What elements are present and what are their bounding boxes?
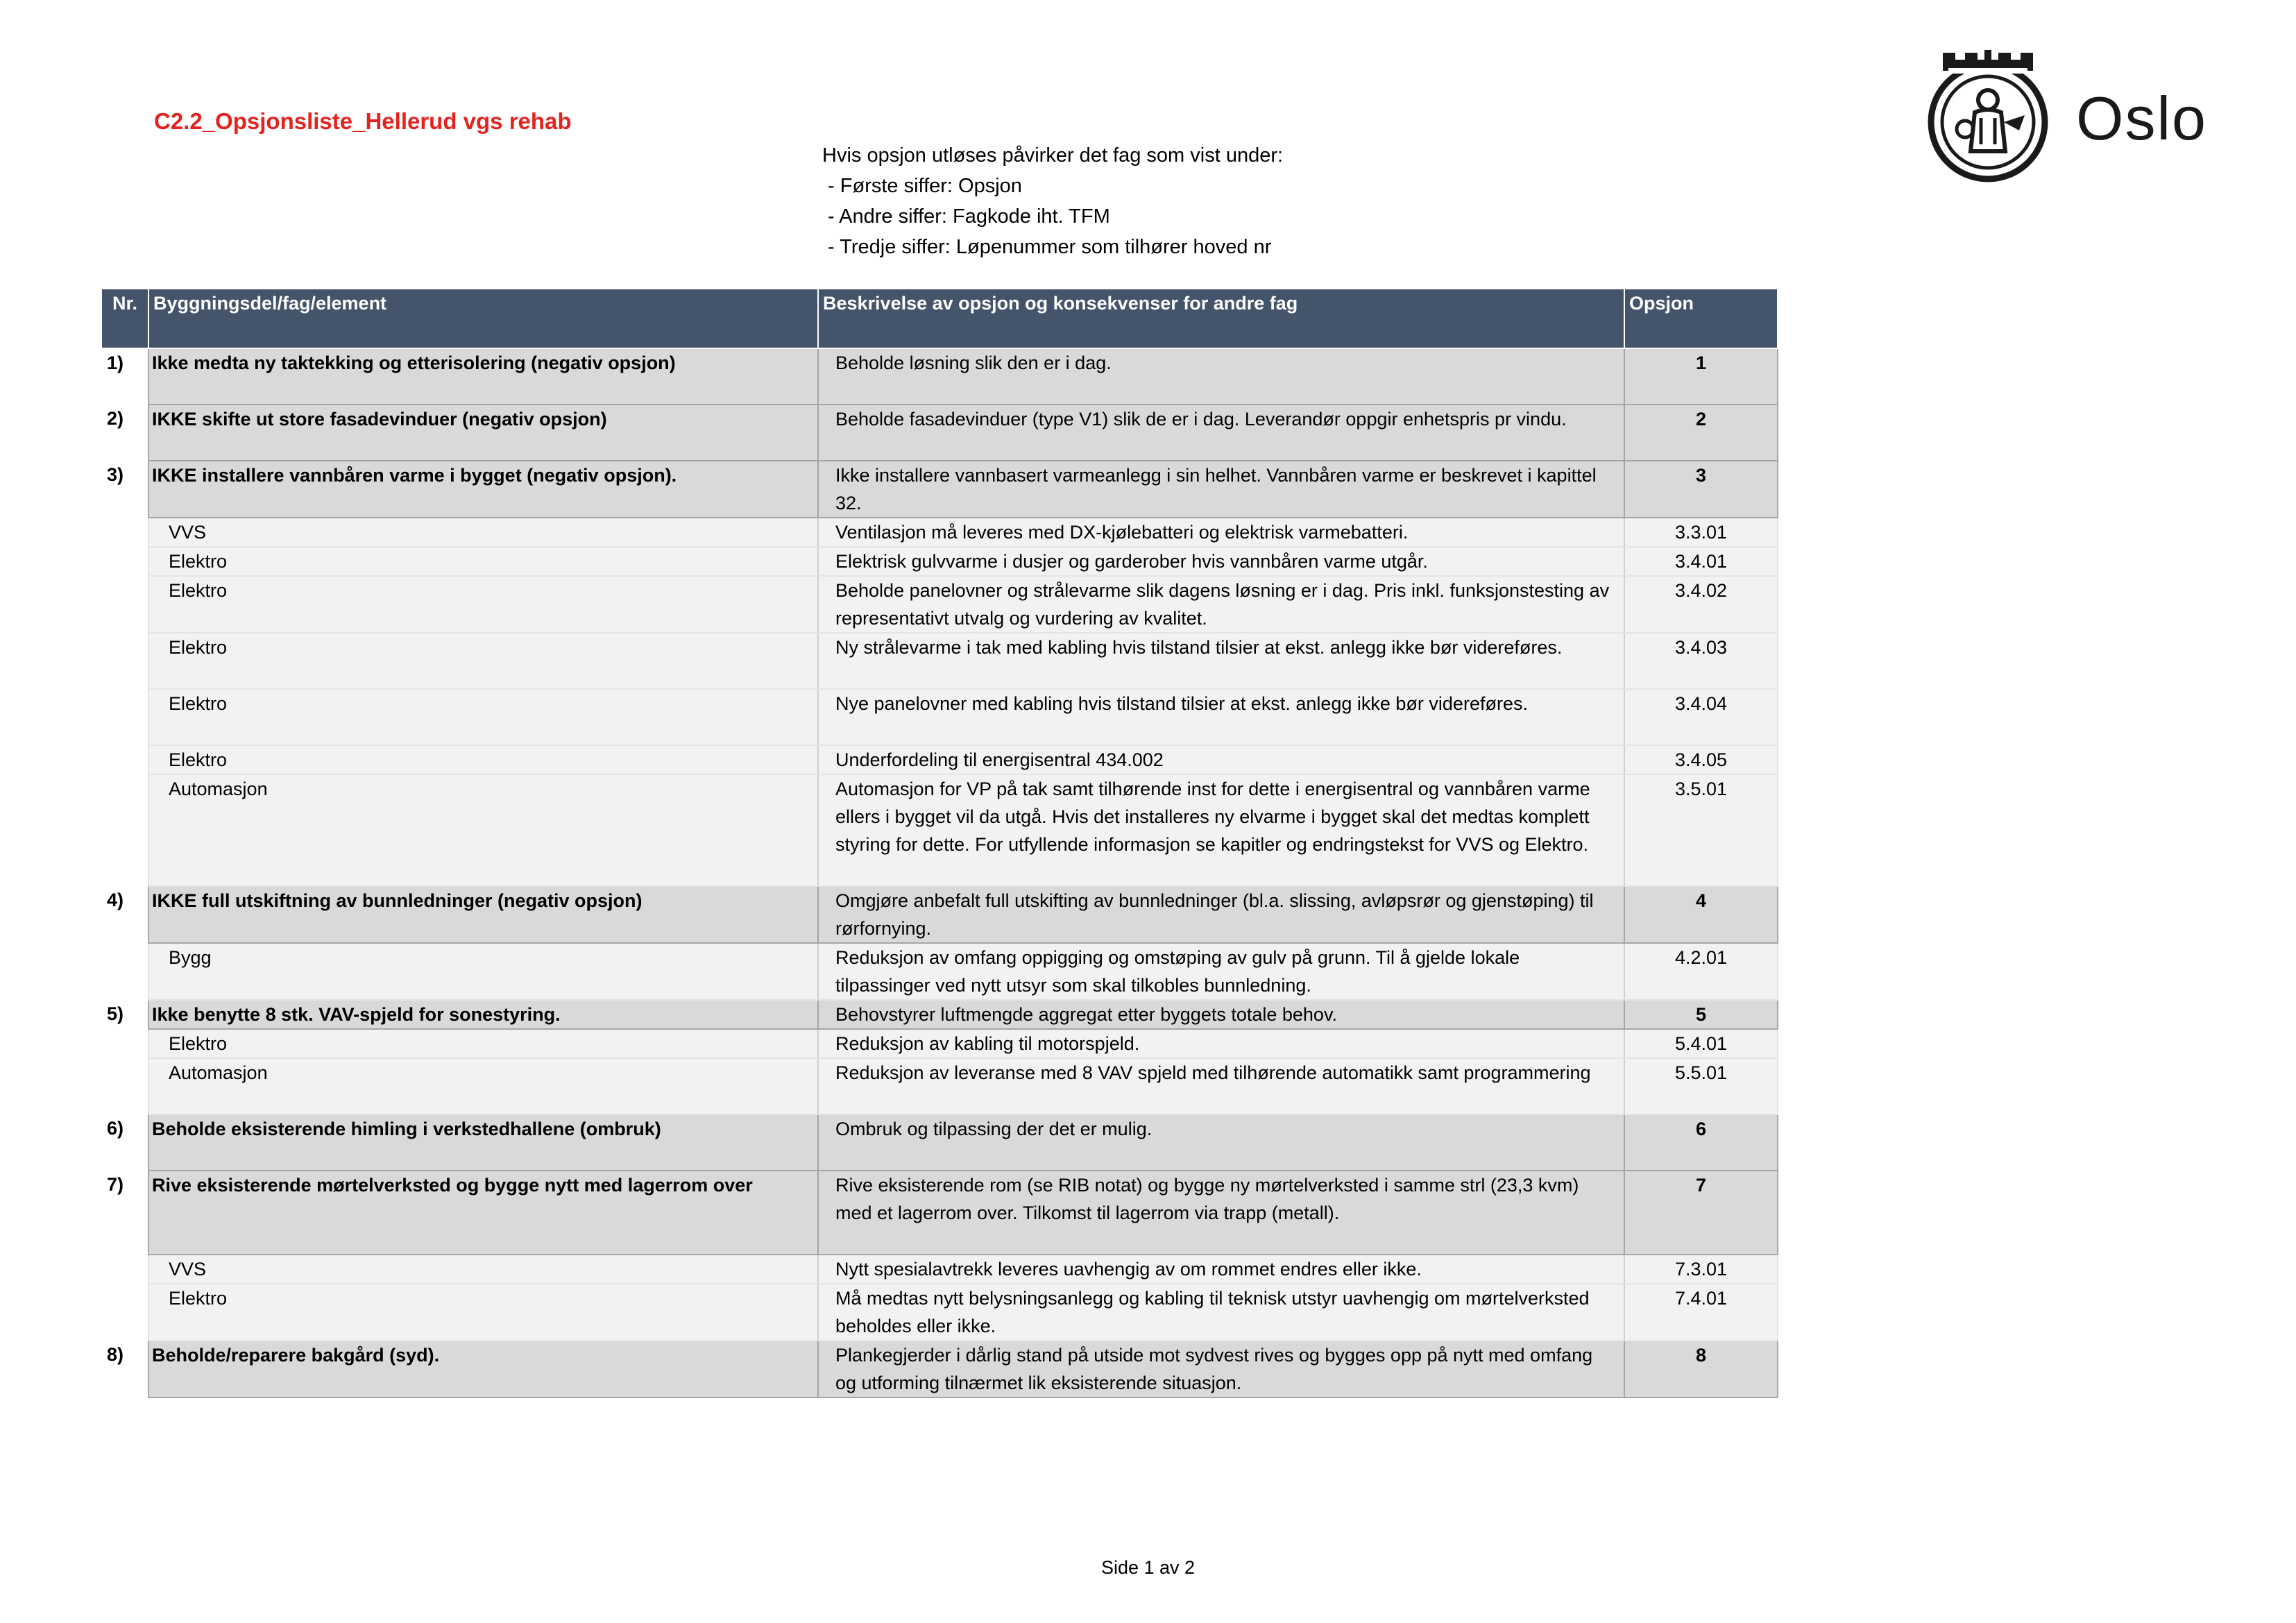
cell-element: Elektro [148, 1284, 818, 1341]
cell-option: 3.4.04 [1624, 689, 1778, 745]
intro-text [822, 140, 1283, 262]
table-row-option [101, 405, 1778, 461]
table-row-sub [101, 689, 1778, 745]
cell-element: VVS [148, 1255, 818, 1284]
table-row-sub [101, 518, 1778, 547]
page-footer: Side 1 av 2 [1100, 1557, 1196, 1578]
intro-line: - Første siffer: Opsjon [822, 175, 1022, 197]
cell-nr [101, 633, 148, 689]
cell-nr [101, 943, 148, 1000]
cell-element: Automasjon [148, 1058, 818, 1114]
cell-option: 1 [1624, 348, 1778, 405]
cell-description: Beholde løsning slik den er i dag. [818, 348, 1624, 405]
document-title: C2.2_Opsjonsliste_Hellerud vgs rehab [154, 108, 572, 134]
cell-option: 3 [1624, 461, 1778, 518]
cell-option: 3.5.01 [1624, 774, 1778, 886]
header-option: Opsjon [1624, 289, 1778, 348]
cell-description: Reduksjon av leveranse med 8 VAV spjeld med tilhørende automatikk samt programmering [818, 1058, 1624, 1114]
oslo-logo [1915, 40, 2220, 186]
cell-option: 7.3.01 [1624, 1255, 1778, 1284]
cell-description: Beholde panelovner og strålevarme slik dagens løsning er i dag. Pris inkl. funksjonstesting av representativt utvalg og vurdering av kvalitet. [818, 576, 1624, 633]
options-table [101, 288, 1778, 1398]
table-row-sub [101, 774, 1778, 886]
cell-element: IKKE skifte ut store fasadevinduer (negativ opsjon) [148, 405, 818, 461]
cell-element: Rive eksisterende mørtelverksted og bygge nytt med lagerrom over [148, 1171, 818, 1255]
cell-description: Ny strålevarme i tak med kabling hvis tilstand tilsier at ekst. anlegg ikke bør videreføres. [818, 633, 1624, 689]
cell-description: Ikke installere vannbasert varmeanlegg i sin helhet. Vannbåren varme er beskrevet i kapittel 32. [818, 461, 1624, 518]
cell-option: 3.4.03 [1624, 633, 1778, 689]
cell-element: Elektro [148, 745, 818, 774]
cell-option: 5.5.01 [1624, 1058, 1778, 1114]
table-row-option [101, 1341, 1778, 1397]
table-row-sub [101, 547, 1778, 576]
cell-description: Rive eksisterende rom (se RIB notat) og bygge ny mørtelverksted i samme strl (23,3 kvm) med et lagerrom over. Tilkomst til lagerrom via trapp (metall). [818, 1171, 1624, 1255]
table-row-sub [101, 633, 1778, 689]
cell-description: Nytt spesialavtrekk leveres uavhengig av om rommet endres eller ikke. [818, 1255, 1624, 1284]
cell-nr [101, 1284, 148, 1341]
oslo-wordmark: Oslo [2076, 84, 2207, 153]
cell-element: Ikke medta ny taktekking og etterisolering (negativ opsjon) [148, 348, 818, 405]
cell-nr: 4) [107, 890, 124, 910]
cell-nr: 6) [107, 1118, 124, 1139]
cell-nr [101, 1255, 148, 1284]
cell-nr [101, 518, 148, 547]
cell-element: Beholde eksisterende himling i verkstedhallene (ombruk) [148, 1114, 818, 1171]
cell-description: Beholde fasadevinduer (type V1) slik de er i dag. Leverandør oppgir enhetspris pr vindu. [818, 405, 1624, 461]
cell-option: 5 [1624, 1000, 1778, 1029]
cell-element: IKKE installere vannbåren varme i bygget (negativ opsjon). [148, 461, 818, 518]
cell-element: Elektro [148, 689, 818, 745]
cell-option: 3.4.01 [1624, 547, 1778, 576]
table-row-option [101, 1171, 1778, 1255]
cell-description: Plankegjerder i dårlig stand på utside mot sydvest rives og bygges opp på nytt med omfang og utforming tilnærmet lik eksisterende situasjon. [818, 1341, 1624, 1397]
header-element: Byggningsdel/fag/element [148, 289, 818, 348]
intro-line: - Tredje siffer: Løpenummer som tilhører hoved nr [822, 236, 1272, 258]
table-row-sub [101, 1255, 1778, 1284]
cell-option: 3.4.02 [1624, 576, 1778, 633]
header-description: Beskrivelse av opsjon og konsekvenser for andre fag [818, 289, 1624, 348]
cell-option: 4 [1624, 886, 1778, 943]
cell-description: Nye panelovner med kabling hvis tilstand tilsier at ekst. anlegg ikke bør videreføres. [818, 689, 1624, 745]
cell-nr [101, 689, 148, 745]
table-row-option [101, 348, 1778, 405]
intro-line: Hvis opsjon utløses påvirker det fag som vist under: [822, 144, 1284, 167]
cell-element: Ikke benytte 8 stk. VAV-spjeld for sonestyring. [148, 1000, 818, 1029]
table-body [101, 348, 1778, 1397]
cell-option: 3.4.05 [1624, 745, 1778, 774]
table-row-sub [101, 943, 1778, 1000]
cell-description: Underfordeling til energisentral 434.002 [818, 745, 1624, 774]
cell-nr: 2) [107, 408, 124, 429]
table-header-row [101, 289, 1778, 348]
cell-nr [101, 774, 148, 886]
cell-element: Bygg [148, 943, 818, 1000]
cell-option: 4.2.01 [1624, 943, 1778, 1000]
table-row-option [101, 1114, 1778, 1171]
cell-element: IKKE full utskiftning av bunnledninger (negativ opsjon) [148, 886, 818, 943]
cell-description: Må medtas nytt belysningsanlegg og kabling til teknisk utstyr uavhengig om mørtelverksted beholdes eller ikke. [818, 1284, 1624, 1341]
cell-nr: 1) [107, 352, 124, 373]
cell-nr: 8) [107, 1344, 124, 1365]
cell-option: 5.4.01 [1624, 1029, 1778, 1058]
cell-option: 8 [1624, 1341, 1778, 1397]
table-row-sub [101, 1029, 1778, 1058]
cell-element: Elektro [148, 576, 818, 633]
table-row-sub [101, 1058, 1778, 1114]
cell-element: Elektro [148, 1029, 818, 1058]
table-row-sub [101, 1284, 1778, 1341]
cell-option: 6 [1624, 1114, 1778, 1171]
cell-nr [101, 1058, 148, 1114]
cell-element: Beholde/reparere bakgård (syd). [148, 1341, 818, 1397]
cell-option: 7 [1624, 1171, 1778, 1255]
cell-description: Reduksjon av kabling til motorspjeld. [818, 1029, 1624, 1058]
header-nr: Nr. [101, 289, 148, 348]
table-row-option [101, 886, 1778, 943]
cell-description: Ventilasjon må leveres med DX-kjølebatteri og elektrisk varmebatteri. [818, 518, 1624, 547]
cell-element: VVS [148, 518, 818, 547]
cell-nr [101, 576, 148, 633]
intro-line: - Andre siffer: Fagkode iht. TFM [822, 205, 1110, 228]
cell-description: Behovstyrer luftmengde aggregat etter byggets totale behov. [818, 1000, 1624, 1029]
cell-description: Ombruk og tilpassing der det er mulig. [818, 1114, 1624, 1171]
cell-option: 3.3.01 [1624, 518, 1778, 547]
cell-nr: 5) [107, 1003, 124, 1024]
cell-element: Elektro [148, 633, 818, 689]
cell-nr [101, 1029, 148, 1058]
cell-description: Automasjon for VP på tak samt tilhørende inst for dette i energisentral og vannbåren varme ellers i bygget vil da utgå. Hvis det installeres ny elvarme i bygget skal det medtas komplett styring for dette. For utfyllende informasjon se kapitler og endringstekst for VVS og Elektro. [818, 774, 1624, 886]
table-row-sub [101, 745, 1778, 774]
cell-nr: 7) [107, 1174, 124, 1195]
cell-nr: 3) [107, 464, 124, 485]
cell-option: 7.4.01 [1624, 1284, 1778, 1341]
cell-element: Elektro [148, 547, 818, 576]
cell-description: Omgjøre anbefalt full utskifting av bunnledninger (bl.a. slissing, avløpsrør og gjenstøping) til rørfornying. [818, 886, 1624, 943]
table-row-option [101, 1000, 1778, 1029]
cell-description: Elektrisk gulvvarme i dusjer og garderober hvis vannbåren varme utgår. [818, 547, 1624, 576]
cell-option: 2 [1624, 405, 1778, 461]
cell-nr [101, 745, 148, 774]
cell-element: Automasjon [148, 774, 818, 886]
table-row-option [101, 461, 1778, 518]
table-row-sub [101, 576, 1778, 633]
cell-description: Reduksjon av omfang oppigging og omstøping av gulv på grunn. Til å gjelde lokale tilpassinger ved nytt utsyr som skal tilkobles bunnledning. [818, 943, 1624, 1000]
oslo-seal-icon [1915, 40, 2061, 186]
cell-nr [101, 547, 148, 576]
